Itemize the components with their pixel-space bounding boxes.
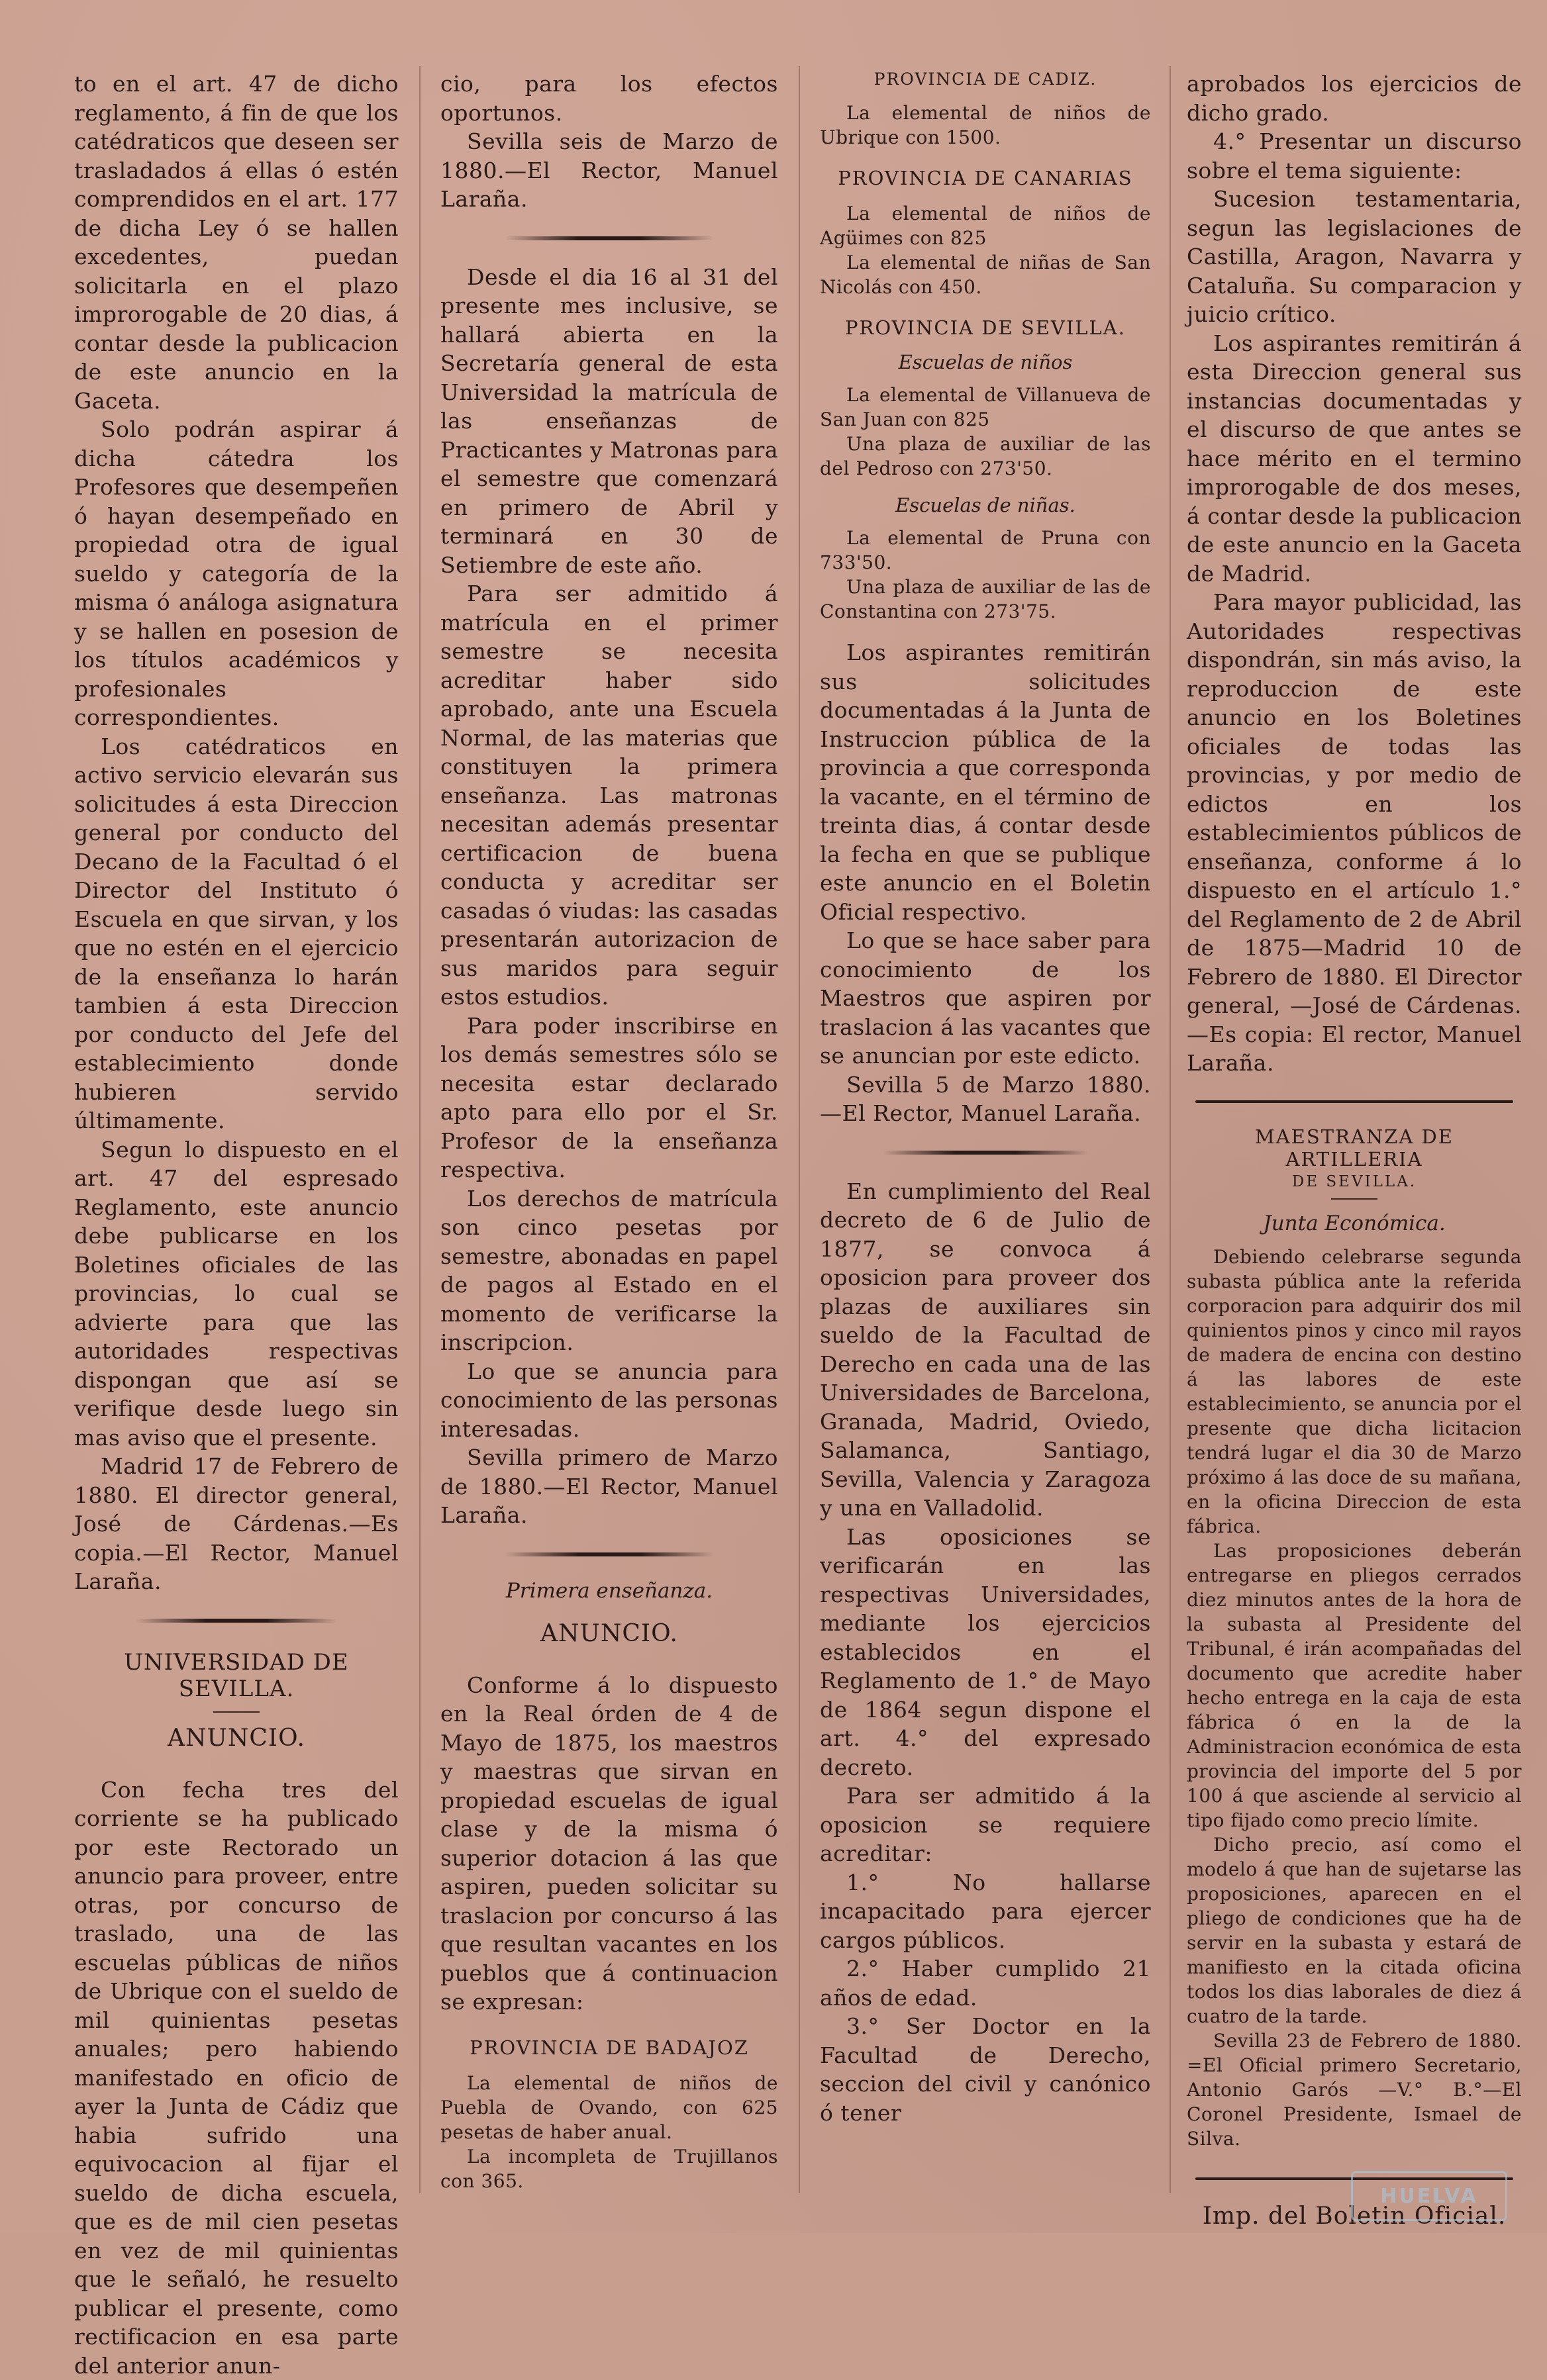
signature-paragraph: Madrid 17 de Febrero de 1880. El director general, José de Cárdenas.—Es copia.—El Rector, Manuel Laraña. [74, 1452, 399, 1596]
province-heading: PROVINCIA DE SEVILLA. [820, 316, 1151, 339]
province-heading: PROVINCIA DE BADAJOZ [440, 2036, 778, 2059]
vacancy-item: Una plaza de auxiliar de las de Constantina con 273'75. [820, 575, 1151, 624]
province-heading: PROVINCIA DE CANARIAS [820, 167, 1151, 189]
paragraph: Sucesion testamentaria, segun las legislaciones de Castilla, Aragon, Navarra y Cataluña. Su comparacion y juicio crítico. [1187, 185, 1522, 329]
section-divider [883, 1151, 1088, 1155]
heading-dash [1331, 1198, 1377, 1200]
vacancy-item: La elemental de niños de Puebla de Ovando, con 625 pesetas de haber anual. [440, 2071, 778, 2144]
paragraph: Con fecha tres del corriente se ha publicado por este Rectorado un anuncio para proveer, entre otras, por concurso de traslado, una de las escuelas públicas de niños de Ubrique con el sueldo de mil quinientas pesetas anuales; pero habiendo manifestado en oficio de ayer la Junta de Cádiz que habia sufrido una equivocacion al fijar el sueldo de dicha escuela, que es de mil cien pesetas en vez de mil quinientas que le señaló, he resuelto publicar el presente, como rectificacion en esa parte del anterior anun- [74, 1776, 399, 2380]
column-2 [440, 70, 778, 2207]
paragraph: Para ser admitido á la oposicion se requiere acreditar: [820, 1782, 1151, 1868]
paragraph: Desde el dia 16 al 31 del presente mes inclusive, se hallará abierta en la Secretaría general de esta Universidad la matrícula de las enseñanzas de Practicantes y Matronas para el semestre que comenzará en primero de Abril y terminará en 30 de Setiembre de este año. [440, 263, 778, 580]
section-divider [505, 1552, 714, 1556]
section-heading: MAESTRANZA DE ARTILLERIA [1187, 1125, 1522, 1170]
section-heading: UNIVERSIDAD DE SEVILLA. [74, 1649, 399, 1702]
vacancy-item: Una plaza de auxiliar de las del Pedroso con 273'50. [820, 432, 1151, 481]
subheading: Escuelas de niños [820, 351, 1151, 373]
library-stamp [1351, 2171, 1507, 2221]
section-divider [136, 1619, 337, 1623]
list-item: 3.° Ser Doctor en la Facultad de Derecho, seccion del civil y canónico ó tener [820, 2012, 1151, 2127]
column-rule [419, 66, 421, 2193]
stamp-text: HUELVA [1380, 2185, 1477, 2208]
paragraph: Dicho precio, así como el modelo á que han de sujetarse las proposiciones, aparecen en el pliego de condiciones que ha de servir en la subasta y estará de manifiesto en la citada oficina todos los dias laborales de diez á cuatro de la tarde. [1187, 1833, 1522, 2028]
paragraph: cio, para los efectos oportunos. [440, 70, 778, 127]
column-4 [1187, 70, 1522, 2207]
paragraph: Los derechos de matrícula son cinco pesetas por semestre, abonadas en papel de pagos al Estado en el momento de verificarse la inscripcion. [440, 1184, 778, 1357]
paragraph: Segun lo dispuesto en el art. 47 del espresado Reglamento, este anuncio debe publicarse en los Boletines oficiales de las provincias, lo cual se advierte para que las autoridades respectivas dispongan que así se verifique desde luego sin mas aviso que el presente. [74, 1135, 399, 1452]
paragraph: Lo que se anuncia para conocimiento de las personas interesadas. [440, 1357, 778, 1444]
column-3 [820, 70, 1151, 2207]
paragraph: Solo podrán aspirar á dicha cátedra los Profesores que desempeñen ó hayan desempeñado en propiedad otra de igual sueldo y categoría de la misma ó análoga asignatura y se hallen en posesion de los títulos académicos y profesionales correspondientes. [74, 415, 399, 732]
paragraph: Para mayor publicidad, las Autoridades respectivas dispondrán, sin más aviso, la reproduccion de este anuncio en los Boletines oficiales de todas las provincias, y por medio de edictos en los establecimientos públicos de enseñanza, conforme á lo dispuesto en el artículo 1.° del Reglamento de 2 de Abril de 1875—Madrid 10 de Febrero de 1880. El Director general, —José de Cárdenas.—Es copia: El rector, Manuel Laraña. [1187, 588, 1522, 1078]
vacancy-item: La elemental de niños de Agüimes con 825 [820, 201, 1151, 250]
section-heading: Primera enseñanza. [440, 1579, 778, 1603]
announcement-heading: ANUNCIO. [440, 1620, 778, 1647]
vacancy-item: La elemental de Pruna con 733'50. [820, 526, 1151, 575]
announcement-heading: ANUNCIO. [74, 1725, 399, 1752]
paragraph: Lo que se hace saber para conocimiento de los Maestros que aspiren por traslacion á las vacantes que se anuncian por este edicto. [820, 926, 1151, 1071]
paragraph: Las oposiciones se verificarán en las respectivas Universidades, mediante los ejercicios establecidos en el Reglamento de 1.° de Mayo de 1864 segun dispone el art. 4.° del expresado decreto. [820, 1523, 1151, 1782]
printer-imprint: Imp. del Boletin Oficial. [1187, 2203, 1522, 2230]
vacancy-item: La elemental de Villanueva de San Juan con 825 [820, 383, 1151, 432]
paragraph: aprobados los ejercicios de dicho grado. [1187, 70, 1522, 127]
column-rule [799, 66, 800, 2193]
column-rule [1170, 66, 1171, 2193]
column-1 [74, 70, 399, 2207]
heading-dash [213, 1711, 260, 1713]
signature-paragraph: Sevilla primero de Marzo de 1880.—El Rector, Manuel Laraña. [440, 1443, 778, 1530]
paragraph: Debiendo celebrarse segunda subasta pública ante la referida corporacion para adquirir dos mil quinientos pinos y cinco mil rayos de madera de encina con destino á las labores de este establecimiento, se anuncia por el presente que dicha licitacion tendrá lugar el dia 30 de Marzo próximo á las doce de su mañana, en la oficina Direccion de esta fábrica. [1187, 1245, 1522, 1539]
vacancy-item: La incompleta de Trujillanos con 365. [440, 2144, 778, 2193]
paragraph: Conforme á lo dispuesto en la Real órden de 4 de Mayo de 1875, los maestros y maestras que sirvan en propiedad escuelas de igual clase y de la misma ó superior dotacion á las que aspiren, pueden solicitar su traslacion por concurso á las que resultan vacantes en los pueblos que á continuacion se expresan: [440, 1671, 778, 2017]
list-item: 1.° No hallarse incapacitado para ejercer cargos públicos. [820, 1868, 1151, 1955]
list-item: 2.° Haber cumplido 21 años de edad. [820, 1954, 1151, 2012]
section-divider [505, 236, 714, 240]
paragraph: Los aspirantes remitirán á esta Direccion general sus instancias documentadas y el discurso de que antes se hace mérito en el termino improrogable de dos meses, á contar desde la publicacion de este anuncio en la Gaceta de Madrid. [1187, 329, 1522, 589]
province-heading: PROVINCIA DE CADIZ. [820, 70, 1151, 89]
section-subheading: DE SEVILLA. [1187, 1173, 1522, 1190]
subheading: Escuelas de niñas. [820, 494, 1151, 516]
subheading: Junta Económica. [1187, 1212, 1522, 1235]
list-item: 4.° Presentar un discurso sobre el tema siguiente: [1187, 127, 1522, 185]
paragraph: Los catédraticos en activo servicio elevarán sus solicitudes á esta Direccion general por conducto del Decano de la Facultad ó el Director del Instituto ó Escuela en que sirvan, y los que no estén en el ejercicio de la enseñanza lo harán tambien á esta Direccion por conducto del Jefe del establecimiento donde hubieren servido últimamente. [74, 732, 399, 1135]
paragraph: to en el art. 47 de dicho reglamento, á fin de que los catédraticos que deseen ser trasladados á ellas ó estén comprendidos en el art. 177 de dicha Ley ó se hallen excedentes, puedan solicitarla en el plazo improrogable de 20 dias, á contar desde la publicacion de este anuncio en la Gaceta. [74, 70, 399, 415]
paragraph: Para ser admitido á matrícula en el primer semestre se necesita acreditar haber sido aprobado, ante una Escuela Normal, de las materias que constituyen la primera enseñanza. Las matronas necesitan además presentar certificacion de buena conducta y acreditar ser casadas ó viudas: las casadas presentarán autorizacion de sus maridos para seguir estos estudios. [440, 579, 778, 1012]
paragraph: En cumplimiento del Real decreto de 6 de Julio de 1877, se convoca á oposicion para proveer dos plazas de auxiliares sin sueldo de la Facultad de Derecho en cada una de las Universidades de Barcelona, Granada, Madrid, Oviedo, Salamanca, Santiago, Sevilla, Valencia y Zaragoza y una en Valladolid. [820, 1177, 1151, 1523]
signature-paragraph: Sevilla 5 de Marzo 1880. —El Rector, Manuel Laraña. [820, 1071, 1151, 1128]
paragraph: Para poder inscribirse en los demás semestres sólo se necesita estar declarado apto para ello por el Sr. Profesor de la enseñanza respectiva. [440, 1012, 778, 1184]
section-divider [1195, 1100, 1514, 1103]
signature-paragraph: Sevilla seis de Marzo de 1880.—El Rector, Manuel Laraña. [440, 127, 778, 214]
signature-paragraph: Sevilla 23 de Febrero de 1880. =El Oficial primero Secretario, Antonio Garós —V.° B.°—El Coronel Presidente, Ismael de Silva. [1187, 2028, 1522, 2151]
vacancy-item: La elemental de niñas de San Nicolás con 450. [820, 250, 1151, 299]
vacancy-item: La elemental de niños de Ubrique con 1500. [820, 101, 1151, 150]
paragraph: Las proposiciones deberán entregarse en pliegos cerrados diez minutos antes de la hora de la subasta al Presidente del Tribunal, é irán acompañadas del documento que acredite haber hecho entrega en la caja de esta fábrica ó en la de la Administracion económica de esta provincia del importe del 5 por 100 á que asciende al servicio al tipo fijado como precio límite. [1187, 1539, 1522, 1833]
paragraph: Los aspirantes remitirán sus solicitudes documentadas á la Junta de Instruccion pública de la provincia a que corresponda la vacante, en el término de treinta dias, á contar desde la fecha en que se publique este anuncio en el Boletin Oficial respectivo. [820, 638, 1151, 926]
